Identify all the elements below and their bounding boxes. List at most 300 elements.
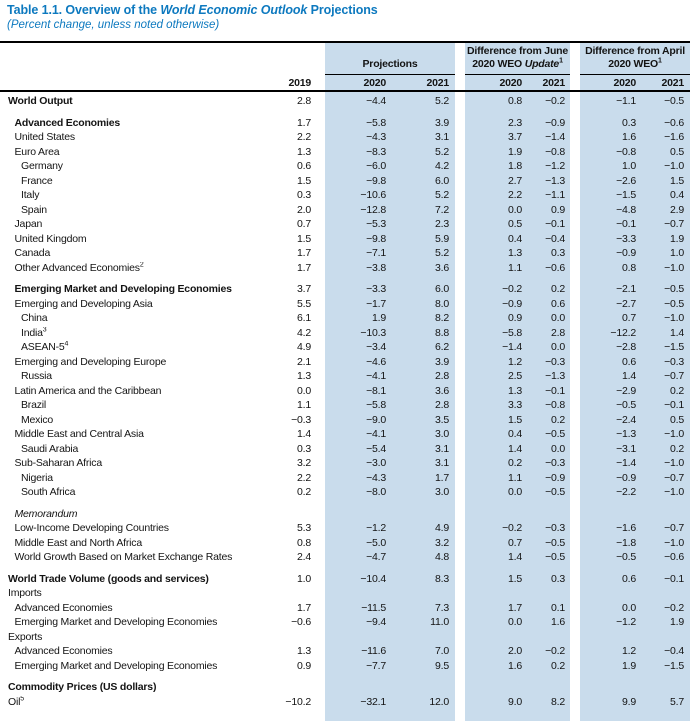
cell-value: −4.1 bbox=[366, 370, 386, 383]
cell-value: 0.9 bbox=[551, 203, 565, 216]
cell-value: −1.0 bbox=[664, 160, 684, 173]
cell-value: 3.1 bbox=[435, 457, 449, 470]
cell-value: 6.0 bbox=[435, 283, 449, 296]
cell-value: −0.8 bbox=[545, 145, 565, 158]
cell-value: −1.8 bbox=[616, 536, 636, 549]
cell-value: −0.7 bbox=[664, 471, 684, 484]
cell-value: −1.3 bbox=[616, 428, 636, 441]
cell-value: −0.8 bbox=[616, 145, 636, 158]
cell-value: −7.1 bbox=[366, 247, 386, 260]
table-body bbox=[0, 94, 690, 709]
cell-value: 1.1 bbox=[297, 399, 311, 412]
column-group-label-line1: Difference from April bbox=[585, 45, 685, 57]
cell-value: 0.0 bbox=[551, 312, 565, 325]
cell-value: 1.5 bbox=[297, 174, 311, 187]
cell-value: −0.9 bbox=[616, 247, 636, 260]
cell-value: 3.7 bbox=[297, 283, 311, 296]
table-title-prefix: Table 1.1. Overview of the bbox=[7, 3, 161, 17]
footnote-marker: 1 bbox=[658, 57, 662, 65]
table-row bbox=[0, 340, 690, 355]
cell-value: −2.7 bbox=[616, 297, 636, 310]
cell-value: 0.4 bbox=[508, 232, 522, 245]
footnote-marker: 2 bbox=[139, 261, 144, 269]
cell-value: 3.9 bbox=[435, 355, 449, 368]
row-label: Sub-Saharan Africa bbox=[14, 457, 102, 470]
table-row bbox=[0, 203, 690, 218]
cell-value: 1.3 bbox=[508, 384, 522, 397]
cell-value: 2.2 bbox=[297, 131, 311, 144]
cell-value: −0.5 bbox=[664, 283, 684, 296]
table-row bbox=[0, 326, 690, 341]
row-label: Saudi Arabia bbox=[21, 442, 79, 455]
table-row bbox=[0, 550, 690, 565]
cell-value: 1.5 bbox=[297, 232, 311, 245]
cell-value: −3.8 bbox=[366, 261, 386, 274]
cell-value: 1.9 bbox=[670, 616, 684, 629]
cell-value: 8.8 bbox=[435, 326, 449, 339]
cell-value: 1.9 bbox=[372, 312, 386, 325]
table-row bbox=[0, 521, 690, 536]
cell-value: 1.2 bbox=[622, 645, 636, 658]
cell-value: 0.4 bbox=[508, 428, 522, 441]
cell-value: 1.9 bbox=[670, 232, 684, 245]
cell-value: −5.8 bbox=[502, 326, 522, 339]
cell-value: −4.1 bbox=[366, 428, 386, 441]
cell-value: −4.7 bbox=[366, 551, 386, 564]
cell-value: −6.0 bbox=[366, 160, 386, 173]
row-label: Russia bbox=[21, 370, 52, 383]
table-row bbox=[0, 615, 690, 630]
cell-value: −1.2 bbox=[616, 616, 636, 629]
cell-value: 8.2 bbox=[551, 695, 565, 708]
table-row bbox=[0, 246, 690, 261]
cell-value: −0.2 bbox=[545, 95, 565, 108]
cell-value: −2.1 bbox=[616, 283, 636, 296]
cell-value: 0.3 bbox=[551, 247, 565, 260]
cell-value: −0.4 bbox=[545, 232, 565, 245]
cell-value: 1.3 bbox=[297, 645, 311, 658]
cell-value: −1.0 bbox=[664, 457, 684, 470]
table-row bbox=[0, 116, 690, 131]
row-label: France bbox=[21, 174, 53, 187]
cell-value: −1.4 bbox=[616, 457, 636, 470]
cell-value: 0.6 bbox=[551, 297, 565, 310]
table-row bbox=[0, 680, 690, 695]
cell-value: 0.5 bbox=[670, 413, 684, 426]
cell-value: −4.3 bbox=[366, 131, 386, 144]
year-column-header: 2021 bbox=[426, 76, 449, 89]
column-group-diff-april bbox=[580, 44, 690, 73]
cell-value: 2.4 bbox=[297, 551, 311, 564]
cell-value: 0.3 bbox=[622, 116, 636, 129]
cell-value: 6.1 bbox=[297, 312, 311, 325]
cell-value: −0.4 bbox=[664, 645, 684, 658]
cell-value: 0.6 bbox=[297, 160, 311, 173]
cell-value: −0.6 bbox=[664, 551, 684, 564]
row-label: Other Advanced Economies$^2$ bbox=[14, 261, 144, 274]
cell-value: −2.2 bbox=[616, 486, 636, 499]
cell-value: −0.3 bbox=[545, 355, 565, 368]
cell-value: 12.0 bbox=[429, 695, 449, 708]
year-column-header: 2020 bbox=[363, 76, 386, 89]
cell-value: 1.0 bbox=[297, 572, 311, 585]
row-label: Canada bbox=[14, 247, 51, 260]
cell-value: 1.1 bbox=[508, 471, 522, 484]
cell-value: 9.0 bbox=[508, 695, 522, 708]
cell-value: −0.5 bbox=[664, 95, 684, 108]
row-label: Emerging Market and Developing Economies bbox=[14, 659, 218, 672]
footnote-marker: 5 bbox=[20, 695, 24, 703]
cell-value: −8.3 bbox=[366, 145, 386, 158]
cell-value: −4.3 bbox=[366, 471, 386, 484]
cell-value: 0.3 bbox=[551, 572, 565, 585]
cell-value: 1.6 bbox=[551, 616, 565, 629]
cell-value: 0.5 bbox=[670, 145, 684, 158]
cell-value: 1.5 bbox=[508, 413, 522, 426]
cell-value: 0.0 bbox=[297, 384, 311, 397]
cell-value: −0.1 bbox=[664, 399, 684, 412]
cell-value: 2.7 bbox=[508, 174, 522, 187]
cell-value: −5.8 bbox=[366, 399, 386, 412]
cell-value: 7.3 bbox=[435, 601, 449, 614]
year-column-header: 2020 bbox=[613, 76, 636, 89]
cell-value: −2.9 bbox=[616, 384, 636, 397]
cell-value: 5.7 bbox=[670, 695, 684, 708]
cell-value: 0.2 bbox=[670, 442, 684, 455]
table-row bbox=[0, 130, 690, 145]
cell-value: 1.6 bbox=[508, 659, 522, 672]
year-column-header: 2021 bbox=[542, 76, 565, 89]
cell-value: 5.9 bbox=[435, 232, 449, 245]
row-label: Germany bbox=[21, 160, 63, 173]
cell-value: 0.2 bbox=[297, 486, 311, 499]
cell-value: 1.4 bbox=[297, 428, 311, 441]
cell-value: −3.3 bbox=[616, 232, 636, 245]
table-row bbox=[0, 586, 690, 601]
cell-value: 3.5 bbox=[435, 413, 449, 426]
table-row bbox=[0, 94, 690, 109]
cell-value: 1.1 bbox=[508, 261, 522, 274]
cell-value: 9.9 bbox=[622, 695, 636, 708]
cell-value: −10.6 bbox=[360, 189, 386, 202]
cell-value: 5.2 bbox=[435, 189, 449, 202]
table-row bbox=[0, 282, 690, 297]
row-label: Advanced Economies bbox=[14, 601, 113, 614]
footnote-marker: 1 bbox=[559, 57, 563, 65]
cell-value: 5.2 bbox=[435, 247, 449, 260]
cell-value: −4.6 bbox=[366, 355, 386, 368]
column-group-projections bbox=[325, 44, 455, 73]
table-row bbox=[0, 297, 690, 312]
cell-value: −1.6 bbox=[616, 522, 636, 535]
cell-value: −3.4 bbox=[366, 341, 386, 354]
row-label: Advanced Economies bbox=[14, 645, 113, 658]
cell-value: 5.3 bbox=[297, 522, 311, 535]
cell-value: −0.8 bbox=[545, 399, 565, 412]
cell-value: 4.9 bbox=[435, 522, 449, 535]
cell-value: 4.2 bbox=[297, 326, 311, 339]
cell-value: 1.2 bbox=[508, 355, 522, 368]
row-label: Brazil bbox=[21, 399, 47, 412]
cell-value: −0.6 bbox=[664, 116, 684, 129]
table-row bbox=[0, 630, 690, 645]
cell-value: −0.5 bbox=[616, 551, 636, 564]
cell-value: −3.0 bbox=[366, 457, 386, 470]
cell-value: −2.6 bbox=[616, 174, 636, 187]
cell-value: −0.1 bbox=[545, 384, 565, 397]
cell-value: 0.0 bbox=[622, 601, 636, 614]
row-label: Japan bbox=[14, 218, 43, 231]
table-row bbox=[0, 369, 690, 384]
row-label: Nigeria bbox=[21, 471, 53, 484]
column-group-label-line2: Projections bbox=[362, 58, 418, 70]
cell-value: 2.1 bbox=[297, 355, 311, 368]
table-row bbox=[0, 413, 690, 428]
cell-value: −3.3 bbox=[366, 283, 386, 296]
cell-value: −1.4 bbox=[502, 341, 522, 354]
cell-value: −1.0 bbox=[664, 312, 684, 325]
cell-value: −2.8 bbox=[616, 341, 636, 354]
row-label: Memorandum bbox=[14, 507, 78, 520]
row-label: Emerging Market and Developing Economies bbox=[14, 616, 218, 629]
cell-value: 0.9 bbox=[508, 312, 522, 325]
cell-value: 1.7 bbox=[297, 247, 311, 260]
cell-value: 1.4 bbox=[508, 442, 522, 455]
cell-value: 5.5 bbox=[297, 297, 311, 310]
cell-value: 6.0 bbox=[435, 174, 449, 187]
cell-value: 2.8 bbox=[435, 399, 449, 412]
cell-value: −11.6 bbox=[361, 645, 386, 658]
cell-value: 0.9 bbox=[297, 659, 311, 672]
cell-value: −1.0 bbox=[664, 486, 684, 499]
cell-value: 5.2 bbox=[435, 95, 449, 108]
cell-value: 8.2 bbox=[435, 312, 449, 325]
row-label: Emerging and Developing Asia bbox=[14, 297, 153, 310]
cell-value: −12.8 bbox=[360, 203, 386, 216]
row-label: Imports bbox=[8, 587, 42, 600]
cell-value: 9.5 bbox=[435, 659, 449, 672]
cell-value: −5.0 bbox=[366, 536, 386, 549]
table-row bbox=[0, 644, 690, 659]
cell-value: −5.4 bbox=[366, 442, 386, 455]
header-bottom-rule bbox=[0, 90, 690, 92]
cell-value: −4.4 bbox=[366, 95, 386, 108]
cell-value: 0.7 bbox=[508, 536, 522, 549]
cell-value: −10.3 bbox=[360, 326, 386, 339]
footnote-marker: 3 bbox=[42, 326, 47, 334]
row-label: Spain bbox=[21, 203, 47, 216]
cell-value: −0.9 bbox=[616, 471, 636, 484]
cell-value: 1.3 bbox=[508, 247, 522, 260]
cell-value: 2.9 bbox=[670, 203, 684, 216]
cell-value: −1.7 bbox=[366, 297, 386, 310]
cell-value: 1.7 bbox=[435, 471, 449, 484]
cell-value: 8.0 bbox=[435, 297, 449, 310]
cell-value: 3.0 bbox=[435, 486, 449, 499]
table-row bbox=[0, 232, 690, 247]
row-label: Low-Income Developing Countries bbox=[14, 522, 169, 535]
row-label: ASEAN-$5^4$ bbox=[21, 341, 69, 354]
table-title-suffix: Projections bbox=[307, 3, 378, 17]
header-top-rule bbox=[0, 41, 690, 43]
table-row bbox=[0, 159, 690, 174]
cell-value: −0.3 bbox=[545, 457, 565, 470]
cell-value: −9.8 bbox=[366, 232, 386, 245]
cell-value: −0.9 bbox=[545, 471, 565, 484]
cell-value: −9.4 bbox=[366, 616, 386, 629]
cell-value: 2.3 bbox=[435, 218, 449, 231]
cell-value: −1.2 bbox=[545, 160, 565, 173]
table-row bbox=[0, 442, 690, 457]
cell-value: −5.3 bbox=[366, 218, 386, 231]
cell-value: 0.6 bbox=[622, 355, 636, 368]
table-row bbox=[0, 456, 690, 471]
cell-value: −0.7 bbox=[664, 218, 684, 231]
cell-value: −2.4 bbox=[616, 413, 636, 426]
cell-value: −0.3 bbox=[545, 522, 565, 535]
cell-value: 4.2 bbox=[435, 160, 449, 173]
year-header-row bbox=[0, 75, 690, 90]
table-row bbox=[0, 572, 690, 587]
cell-value: 1.0 bbox=[670, 247, 684, 260]
cell-value: −1.6 bbox=[664, 131, 684, 144]
row-label: United States bbox=[14, 131, 75, 144]
cell-value: −1.4 bbox=[545, 131, 565, 144]
cell-value: −1.0 bbox=[664, 536, 684, 549]
cell-value: −1.0 bbox=[664, 261, 684, 274]
row-label: Exports bbox=[8, 630, 43, 643]
cell-value: −0.6 bbox=[291, 616, 311, 629]
table-row bbox=[0, 695, 690, 710]
table-row bbox=[0, 355, 690, 370]
cell-value: −0.5 bbox=[545, 536, 565, 549]
cell-value: 1.5 bbox=[670, 174, 684, 187]
row-label: Commodity Prices (US dollars) bbox=[8, 681, 157, 694]
cell-value: −0.2 bbox=[664, 601, 684, 614]
cell-value: −0.5 bbox=[545, 428, 565, 441]
table-row bbox=[0, 485, 690, 500]
cell-value: 1.7 bbox=[297, 261, 311, 274]
cell-value: 0.6 bbox=[622, 572, 636, 585]
table-row bbox=[0, 145, 690, 160]
cell-value: 1.5 bbox=[508, 572, 522, 585]
cell-value: −7.7 bbox=[366, 659, 386, 672]
cell-value: 0.8 bbox=[297, 536, 311, 549]
cell-value: 3.6 bbox=[435, 384, 449, 397]
year-column-header: 2020 bbox=[499, 76, 522, 89]
cell-value: −0.7 bbox=[664, 370, 684, 383]
cell-value: −3.1 bbox=[616, 442, 636, 455]
cell-value: 0.0 bbox=[551, 442, 565, 455]
row-label: Euro Area bbox=[14, 145, 60, 158]
cell-value: 0.2 bbox=[508, 457, 522, 470]
cell-value: 2.8 bbox=[551, 326, 565, 339]
cell-value: −0.7 bbox=[664, 522, 684, 535]
cell-value: −0.6 bbox=[545, 261, 565, 274]
cell-value: 3.3 bbox=[508, 399, 522, 412]
year-column-header: 2021 bbox=[661, 76, 684, 89]
cell-value: −9.8 bbox=[366, 174, 386, 187]
cell-value: 0.3 bbox=[297, 442, 311, 455]
cell-value: −10.4 bbox=[360, 572, 386, 585]
cell-value: −1.2 bbox=[366, 522, 386, 535]
cell-value: 0.7 bbox=[622, 312, 636, 325]
row-label: Latin America and the Caribbean bbox=[14, 384, 162, 397]
cell-value: 1.7 bbox=[297, 601, 311, 614]
cell-value: −0.9 bbox=[545, 116, 565, 129]
cell-value: −0.2 bbox=[502, 522, 522, 535]
cell-value: −1.5 bbox=[616, 189, 636, 202]
cell-value: 2.8 bbox=[297, 95, 311, 108]
cell-value: 2.5 bbox=[508, 370, 522, 383]
row-label: China bbox=[21, 312, 48, 325]
row-label: Oil$^5$ bbox=[8, 695, 24, 708]
cell-value: 6.2 bbox=[435, 341, 449, 354]
cell-value: 0.0 bbox=[551, 341, 565, 354]
table-row bbox=[0, 427, 690, 442]
cell-value: 3.7 bbox=[508, 131, 522, 144]
cell-value: −0.5 bbox=[616, 399, 636, 412]
cell-value: −11.5 bbox=[361, 601, 386, 614]
table-row bbox=[0, 471, 690, 486]
cell-value: 1.9 bbox=[622, 659, 636, 672]
cell-value: 0.8 bbox=[622, 261, 636, 274]
row-label: South Africa bbox=[21, 486, 76, 499]
cell-value: −0.2 bbox=[545, 645, 565, 658]
cell-value: 0.1 bbox=[551, 601, 565, 614]
row-label: World Output bbox=[8, 95, 73, 108]
row-label: World Growth Based on Market Exchange Rates bbox=[14, 551, 233, 564]
cell-value: 2.0 bbox=[508, 645, 522, 658]
cell-value: 0.0 bbox=[508, 203, 522, 216]
row-label: Italy bbox=[21, 189, 40, 202]
cell-value: 1.7 bbox=[508, 601, 522, 614]
cell-value: 1.4 bbox=[670, 326, 684, 339]
cell-value: −9.0 bbox=[366, 413, 386, 426]
cell-value: 3.6 bbox=[435, 261, 449, 274]
row-label: Emerging Market and Developing Economies bbox=[14, 283, 232, 296]
cell-value: 1.7 bbox=[297, 116, 311, 129]
table-row bbox=[0, 188, 690, 203]
table-row bbox=[0, 311, 690, 326]
table-row bbox=[0, 261, 690, 276]
table-row bbox=[0, 601, 690, 616]
row-label: World Trade Volume (goods and services) bbox=[8, 572, 209, 585]
cell-value: −8.1 bbox=[366, 384, 386, 397]
table-row bbox=[0, 384, 690, 399]
cell-value: 0.5 bbox=[508, 218, 522, 231]
row-label: India$^3$ bbox=[21, 326, 47, 339]
table-row bbox=[0, 217, 690, 232]
cell-value: −0.5 bbox=[664, 297, 684, 310]
row-label: Middle East and North Africa bbox=[14, 536, 142, 549]
cell-value: −1.1 bbox=[616, 95, 636, 108]
row-label: Advanced Economies bbox=[14, 116, 121, 129]
cell-value: 2.3 bbox=[508, 116, 522, 129]
cell-value: 1.0 bbox=[622, 160, 636, 173]
table-row bbox=[0, 174, 690, 189]
cell-value: 8.3 bbox=[435, 572, 449, 585]
cell-value: 4.9 bbox=[297, 341, 311, 354]
footnote-marker: 4 bbox=[64, 341, 69, 348]
cell-value: −32.1 bbox=[360, 695, 386, 708]
table-title-italic: World Economic Outlook bbox=[160, 3, 308, 17]
cell-value: −0.1 bbox=[664, 572, 684, 585]
column-group-label-line2: 2020 WEO$^1$ bbox=[608, 57, 662, 70]
cell-value: 0.4 bbox=[670, 189, 684, 202]
cell-value: 1.4 bbox=[508, 551, 522, 564]
cell-value: 4.8 bbox=[435, 551, 449, 564]
